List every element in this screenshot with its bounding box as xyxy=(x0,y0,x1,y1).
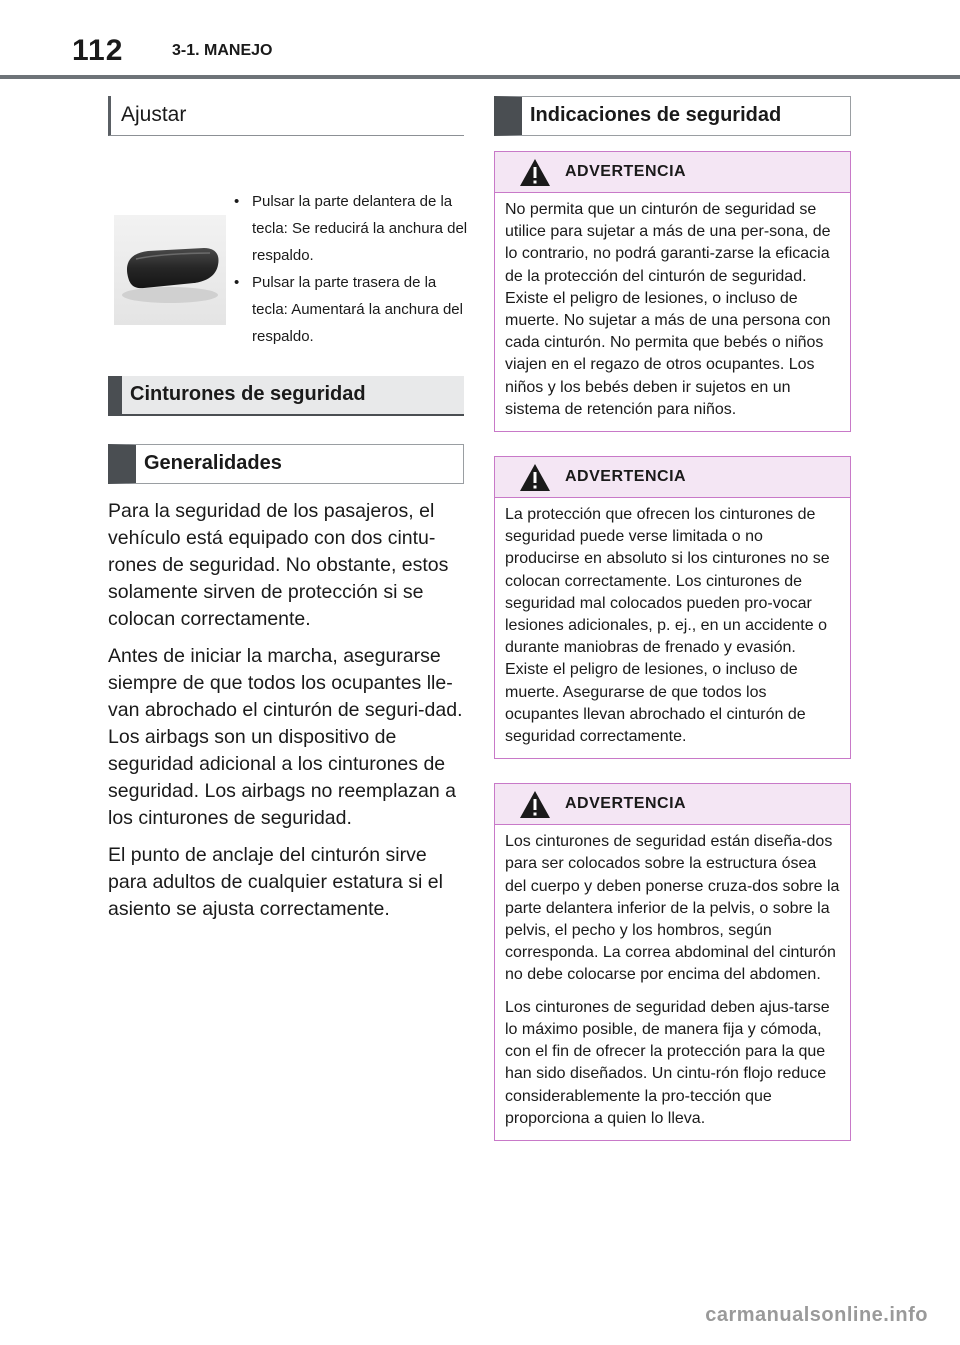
warning-body xyxy=(495,825,850,1140)
bullet-item: • Pulsar la parte delantera de la tecla: Se reducirá la anchura del respaldo. xyxy=(228,188,468,269)
page-number: 112 xyxy=(72,34,124,67)
seatbelts-heading: Cinturones de seguridad xyxy=(108,376,464,416)
body-paragraph: Para la seguridad de los pasajeros, el vehículo está equipado con dos cintu-rones de seguridad. No obstante, estos solamente sirven de protección si se colocan correctamente. xyxy=(108,500,449,630)
adjust-bullet-list xyxy=(228,188,468,350)
warning-triangle-icon xyxy=(519,158,551,187)
warning-title: ADVERTENCIA xyxy=(565,468,687,486)
right-column xyxy=(494,96,851,1165)
seat-width-button-photo xyxy=(114,215,226,325)
warning-title: ADVERTENCIA xyxy=(565,163,687,180)
warning-header xyxy=(495,152,850,193)
warning-box xyxy=(494,783,851,1141)
warning-header xyxy=(495,457,850,498)
warning-text: La protección que ofrecen los cinturones de seguridad puede verse limitada o no producirse en absoluto si los cinturones no se colocan correctamente. Los cinturones de seguridad mal colocados pueden pro-vocar lesiones adicionales, p. ej., en un accidente o durante maniobras de frenado y evasión. Existe el peligro de lesiones, o incluso de muerte. Asegurarse de que todos los ocupantes llevan abrochado el cinturón de seguridad correctamente. xyxy=(505,506,830,746)
warning-title: ADVERTENCIA xyxy=(565,795,687,813)
warning-box xyxy=(494,151,851,432)
watermark: carmanualsonline.info xyxy=(705,1304,928,1326)
body-paragraph: El punto de anclaje del cinturón sirve para adultos de cualquier estatura si el asiento se ajusta correctamente. xyxy=(108,844,443,920)
section-title: 3-1. MANEJO xyxy=(172,42,273,59)
warning-box xyxy=(494,456,851,759)
bullet-item: • Pulsar la parte trasera de la tecla: Aumentará la anchura del respaldo. xyxy=(228,269,468,350)
adjust-heading: Ajustar xyxy=(108,96,464,136)
general-heading: Generalidades xyxy=(108,444,464,484)
warning-text: Los cinturones de seguridad deben ajus-tarse lo máximo posible, de manera fija y cómoda, con el fin de ofrecer la protección para la que han sido diseñados. Un cintu-rón flojo reduce considerablemente la pro-tección que proporciona a quien lo lleva. xyxy=(505,998,830,1127)
safety-heading: Indicaciones de seguridad xyxy=(494,96,851,136)
warning-triangle-icon xyxy=(519,463,551,492)
adjust-section xyxy=(108,136,468,345)
warning-text: Los cinturones de seguridad están diseña-dos para ser colocados sobre la estructura ósea del cuerpo y deben ponerse cruza-dos sobre la parte delantera inferior de la pelvis, o sobre la pelvis, el pecho y los hombros, según corresponda. La correa abdominal del cinturón no debe colocarse por encima del abdomen. xyxy=(505,833,840,984)
warning-text: No permita que un cinturón de seguridad se utilice para sujetar a más de una per-sona, de lo contrario, no podrá garanti-zarse la eficacia de la protección del cinturón de seguridad. Existe el peligro de lesiones, o incluso de muerte. No sujetar a más de una persona con cada cinturón. No permita que bebés o niños viajen en el regazo de otros ocupantes. Los niños y los bebés deben ir sujetos en un sistema de retención para niños. xyxy=(505,201,831,418)
warning-header xyxy=(495,784,850,825)
body-paragraph: Antes de iniciar la marcha, asegurarse siempre de que todos los ocupantes lle-van abrochado el cinturón de seguri-dad. Los airbags son un dispositivo de seguridad adicional a los cinturones de seguridad. Los airbags no reemplazan a los cinturones de seguridad. xyxy=(108,645,463,829)
header-divider xyxy=(0,75,960,79)
left-column xyxy=(108,96,468,933)
warning-body xyxy=(495,193,850,431)
page-header xyxy=(0,0,960,80)
warning-body xyxy=(495,498,850,758)
warning-triangle-icon xyxy=(519,790,551,819)
